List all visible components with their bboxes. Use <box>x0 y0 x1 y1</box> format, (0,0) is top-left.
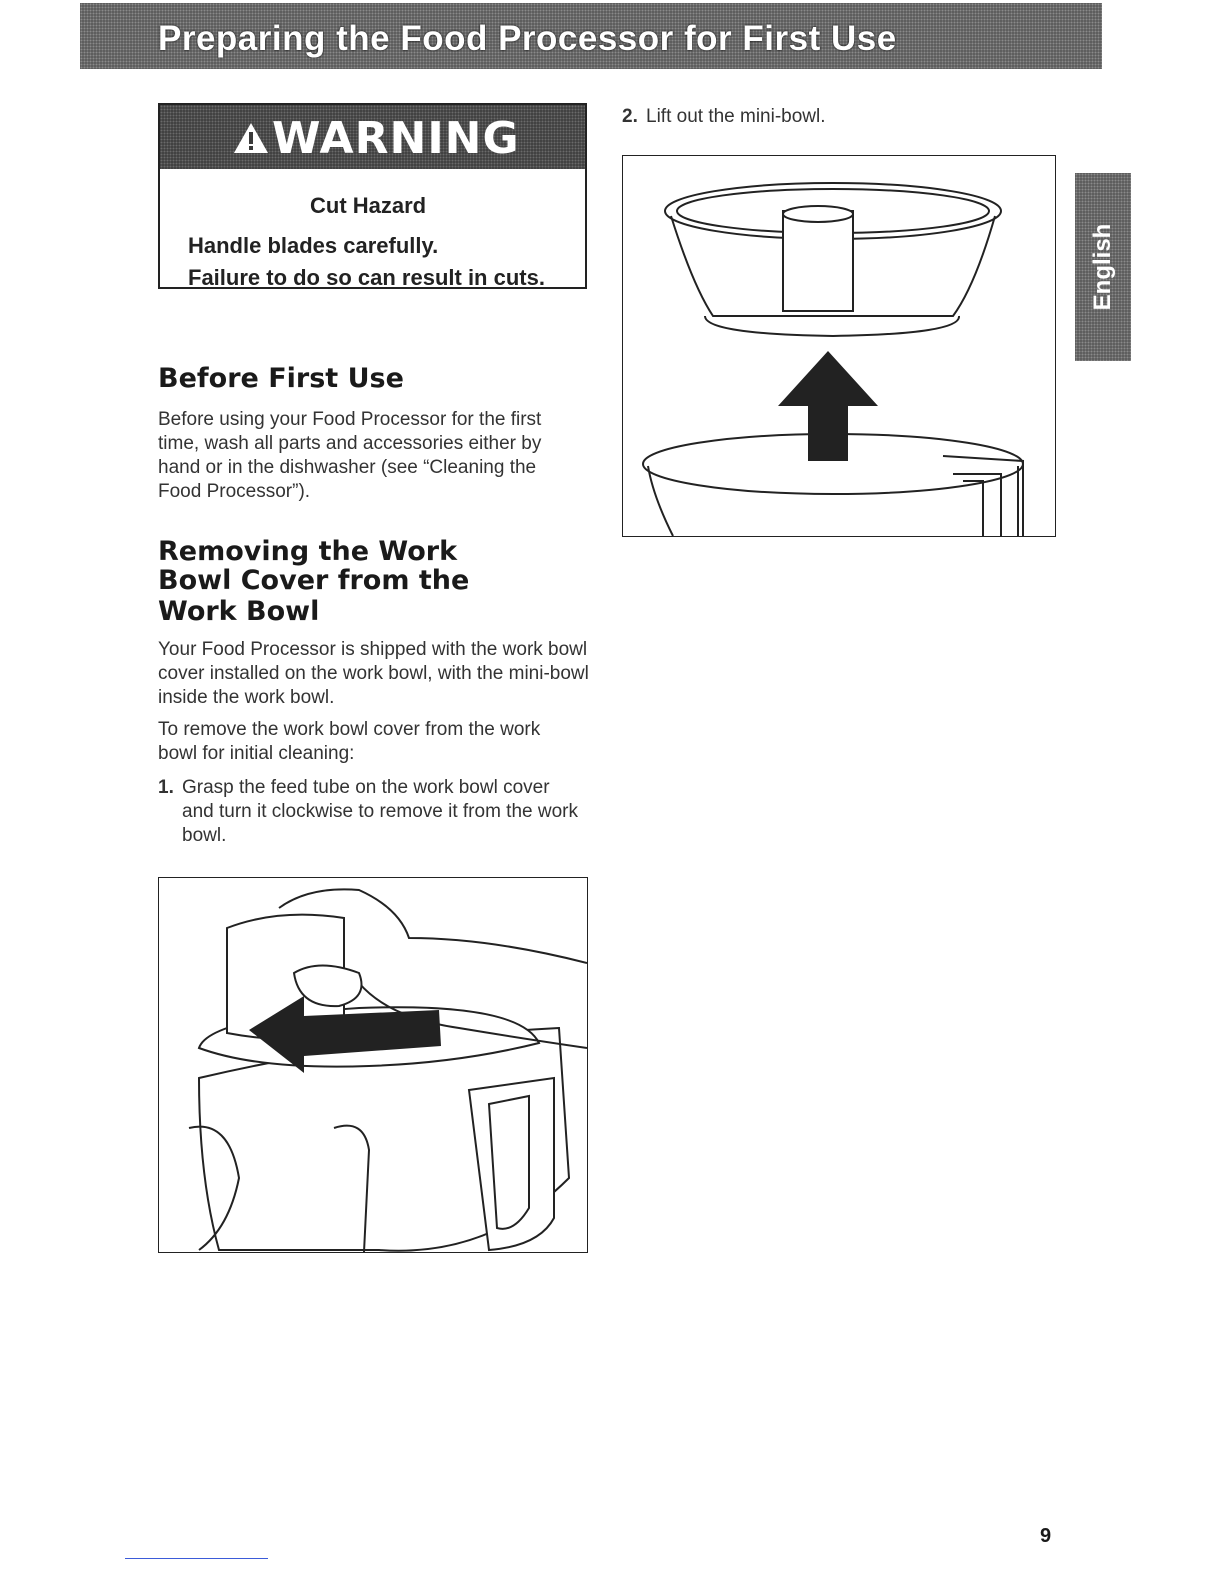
step-1-text: Grasp the feed tube on the work bowl cover and turn it clockwise to remove it from the work bowl. <box>182 777 578 846</box>
language-side-tab <box>1075 173 1131 361</box>
step-2-text: Lift out the mini-bowl. <box>646 106 826 127</box>
warning-triangle-icon <box>232 121 270 155</box>
removing-heading-line-2: Bowl Cover from the <box>158 565 470 596</box>
step-1-number: 1. <box>158 777 174 798</box>
figure-remove-cover <box>158 877 588 1253</box>
warning-line-hazard: Cut Hazard <box>310 193 427 218</box>
removing-paragraph-1: Your Food Processor is shipped with the work bowl cover installed on the work bowl, with the mini-bowl inside the work bowl. <box>158 639 589 708</box>
header-banner <box>80 3 1102 69</box>
footer-rule <box>125 1558 268 1559</box>
removing-heading-line-3: Work Bowl <box>158 596 320 627</box>
page-title: Preparing the Food Processor for First Use <box>158 19 897 58</box>
illustration-hand-turning-cover <box>159 878 587 1252</box>
before-first-use-heading: Before First Use <box>158 363 404 394</box>
figure-lift-mini-bowl <box>622 155 1056 537</box>
removing-paragraph-2: To remove the work bowl cover from the work bowl for initial cleaning: <box>158 719 541 764</box>
removing-heading-line-1: Removing the Work <box>158 536 458 567</box>
warning-line-failure: Failure to do so can result in cuts. <box>188 265 545 290</box>
step-2-number: 2. <box>622 106 638 127</box>
illustration-mini-bowl <box>623 156 1055 536</box>
warning-title: WARNING <box>272 113 520 164</box>
page-number: 9 <box>1040 1525 1052 1547</box>
warning-header <box>160 105 585 169</box>
warning-line-handle: Handle blades carefully. <box>188 233 439 258</box>
before-first-use-paragraph: Before using your Food Processor for the first time, wash all parts and accessories either by hand or in the dishwasher (see “Cleaning the Food Processor”). <box>158 409 542 502</box>
language-label: English <box>1089 223 1116 311</box>
warning-box <box>158 103 587 289</box>
